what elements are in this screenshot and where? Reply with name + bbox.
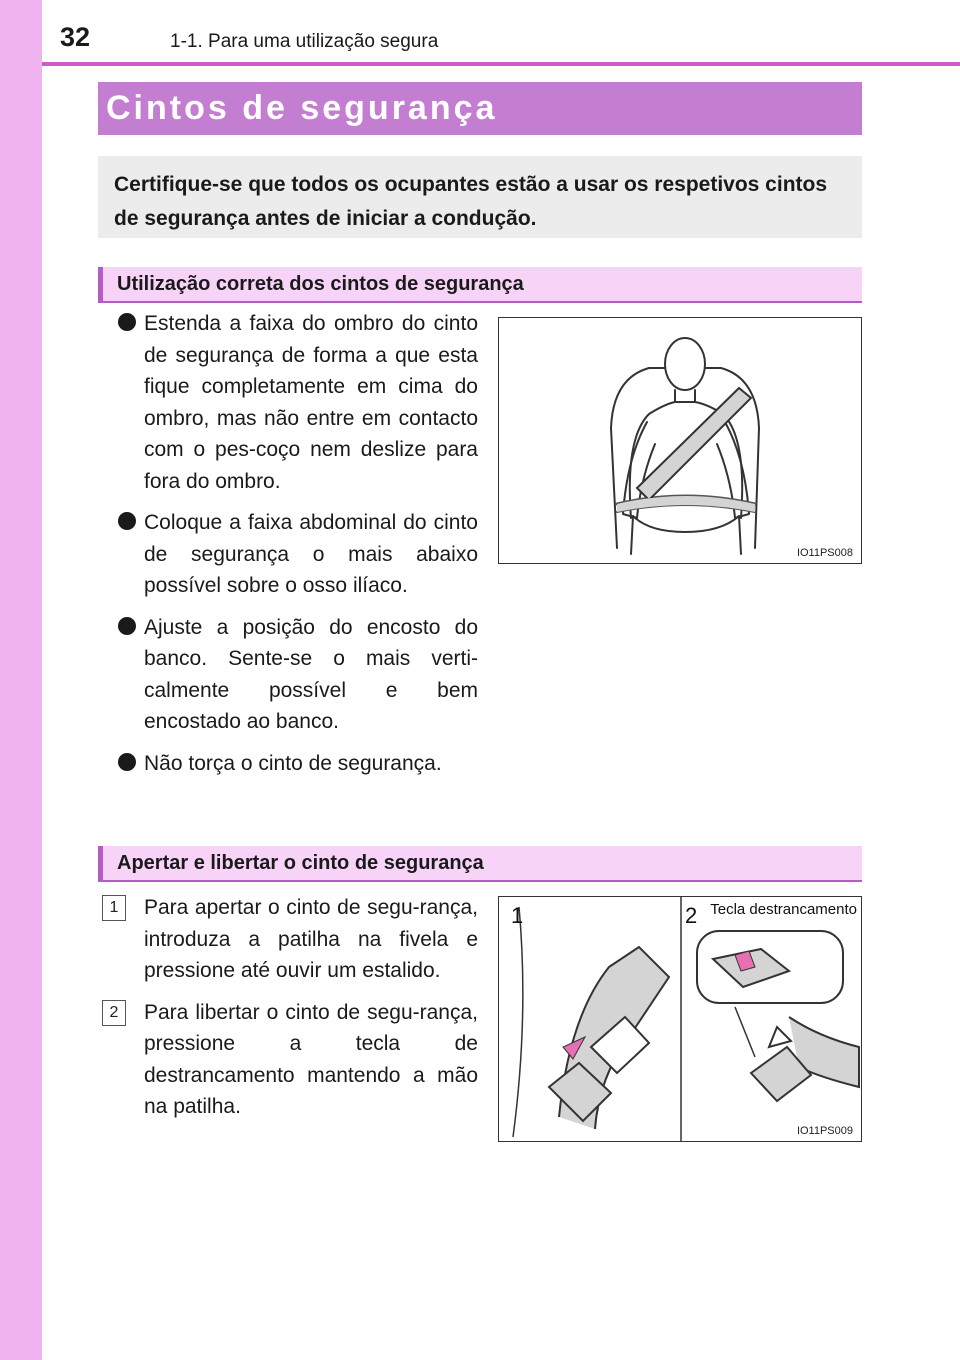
section-heading-correct-use — [98, 267, 862, 303]
list-item — [118, 612, 478, 738]
step-number: 1 — [102, 895, 126, 921]
side-color-strip — [0, 0, 42, 1360]
header-rule — [42, 62, 960, 66]
step-text: Para apertar o cinto de segu-rança, introduza a patilha na fivela e pressione até ouvir um estalido. — [144, 896, 478, 982]
figure-panel-number: 1 — [511, 903, 524, 928]
intro-box: Certifique-se que todos os ocupantes estão a usar os respetivos cintos de segurança antes de iniciar a condução. — [98, 156, 862, 238]
list-item — [118, 507, 478, 602]
section-heading-fasten-release — [98, 846, 862, 882]
bullet-dot-icon — [118, 512, 136, 530]
fasten-release-steps — [102, 892, 478, 1133]
bullet-dot-icon — [118, 753, 136, 771]
step-text: Para libertar o cinto de segu-rança, pressione a tecla de destrancamento mantendo a mão na patilha. — [144, 1000, 478, 1118]
list-item — [102, 892, 478, 987]
page-title-bar — [98, 82, 862, 135]
figure-code: IO11PS009 — [796, 1125, 853, 1137]
bullet-dot-icon — [118, 617, 136, 635]
step-number: 2 — [102, 1000, 126, 1026]
buckle-illustration — [498, 896, 862, 1142]
usage-bullet-list — [118, 308, 478, 789]
list-item — [118, 748, 478, 780]
buckle-drawing — [499, 897, 861, 1141]
release-button-label: Tecla destrancamento — [710, 901, 857, 918]
bullet-text: Coloque a faixa abdominal do cinto de segurança o mais abaixo possível sobre o osso ilíaco. — [144, 511, 478, 597]
seated-occupant-illustration — [498, 317, 862, 564]
bullet-dot-icon — [118, 313, 136, 331]
bullet-text: Não torça o cinto de segurança. — [144, 751, 442, 775]
bullet-text: Estenda a faixa do ombro do cinto de segurança de forma a que esta fique completamente em cima do ombro, mas não entre em contacto com o pes-coço nem deslize para fora do ombro. — [144, 312, 478, 493]
figure-code: IO11PS008 — [796, 547, 853, 559]
list-item — [102, 997, 478, 1123]
figure-panel-number: 2 — [685, 903, 698, 928]
section-heading-text: Utilização correta dos cintos de segurança — [117, 273, 524, 295]
list-item — [118, 308, 478, 497]
page-title: Cintos de segurança — [106, 89, 498, 127]
bullet-text: Ajuste a posição do encosto do banco. Sente-se o mais verti-calmente possível e bem encostado ao banco. — [144, 615, 478, 733]
section-heading-text: Apertar e libertar o cinto de segurança — [117, 852, 484, 874]
page-number: 32 — [60, 22, 91, 52]
seatbelt-posture-drawing — [499, 318, 861, 563]
chapter-heading: 1-1. Para uma utilização segura — [170, 31, 439, 52]
